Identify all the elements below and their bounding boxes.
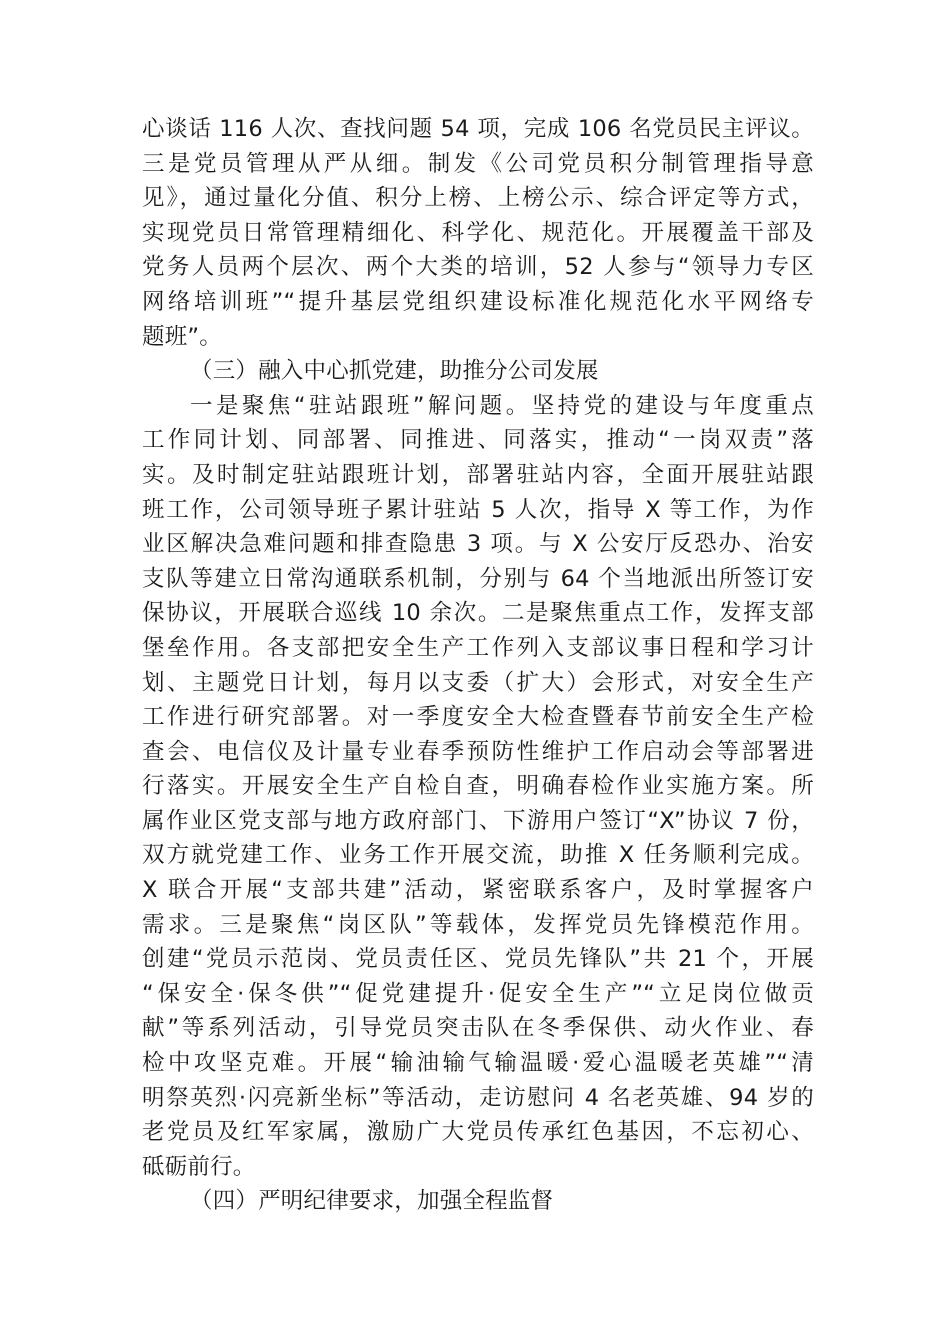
text-line: 检中攻坚克难。开展“输油输气输温暖·爱心温暖老英雄”“清 <box>142 1050 814 1077</box>
text-line: 三是党员管理从严从细。制发《公司党员积分制管理指导意 <box>142 150 814 177</box>
text-line: 实。及时制定驻站跟班计划，部署驻站内容，全面开展驻站跟 <box>142 461 814 488</box>
text-line: 查会、电信仪及计量专业春季预防性维护工作启动会等部署进 <box>142 738 814 765</box>
document-body <box>142 112 814 1219</box>
text-line: 属作业区党支部与地方政府部门、下游用户签订“X”协议 7 份， <box>142 807 814 834</box>
text-line: 党务人员两个层次、两个大类的培训，52 人参与“领导力专区 <box>142 254 814 281</box>
text-line: 双方就党建工作、业务工作开展交流，助推 X 任务顺利完成。 <box>142 842 814 869</box>
text-line: 业区解决急难问题和排查隐患 3 项。与 X 公安厅反恐办、治安 <box>142 531 814 558</box>
text-line: 见》，通过量化分值、积分上榜、上榜公示、综合评定等方式， <box>142 185 814 212</box>
text-line: 砥砺前行。 <box>142 1153 256 1180</box>
text-line: X 联合开展“支部共建”活动，紧密联系客户，及时掌握客户 <box>142 877 814 904</box>
text-line: 工作进行研究部署。对一季度安全大检查暨春节前安全生产检 <box>142 704 814 731</box>
text-line: 题班”。 <box>142 323 222 350</box>
text-line: 实现党员日常管理精细化、科学化、规范化。开展覆盖干部及 <box>142 219 814 246</box>
text-line: 工作同计划、同部署、同推进、同落实，推动“一岗双责”落 <box>142 427 814 454</box>
text-line: 老党员及红军家属，激励广大党员传承红色基因，不忘初心、 <box>142 1119 814 1146</box>
text-line: 支队等建立日常沟通联系机制，分别与 64 个当地派出所签订安 <box>142 565 814 592</box>
section-heading: （四）严明纪律要求，加强全程监督 <box>190 1188 554 1215</box>
text-line: 创建“党员示范岗、党员责任区、党员先锋队”共 21 个，开展 <box>142 946 814 973</box>
text-line: 行落实。开展安全生产自检自查，明确春检作业实施方案。所 <box>142 773 814 800</box>
text-line: “保安全·保冬供”“促党建提升·促安全生产”“立足岗位做贡 <box>142 980 814 1007</box>
section-heading: （三）融入中心抓党建，助推分公司发展 <box>190 358 599 385</box>
text-line: 一是聚焦“驻站跟班”解问题。坚持党的建设与年度重点 <box>190 392 814 419</box>
text-line: 心谈话 116 人次、查找问题 54 项，完成 106 名党员民主评议。 <box>142 116 814 142</box>
text-line: 献”等系列活动，引导党员突击队在冬季保供、动火作业、春 <box>142 1015 814 1042</box>
text-line: 明祭英烈·闪亮新坐标”等活动，走访慰问 4 名老英雄、94 岁的 <box>142 1084 814 1111</box>
text-line: 班工作，公司领导班子累计驻站 5 人次，指导 X 等工作，为作 <box>142 496 814 523</box>
text-line: 保协议，开展联合巡线 10 余次。二是聚焦重点工作，发挥支部 <box>142 600 814 627</box>
text-line: 堡垒作用。各支部把安全生产工作列入支部议事日程和学习计 <box>142 634 814 661</box>
text-line: 网络培训班”“提升基层党组织建设标准化规范化水平网络专 <box>142 288 814 315</box>
text-line: 划、主题党日计划，每月以支委（扩大）会形式，对安全生产 <box>142 669 814 696</box>
text-line: 需求。三是聚焦“岗区队”等载体，发挥党员先锋模范作用。 <box>142 911 814 938</box>
